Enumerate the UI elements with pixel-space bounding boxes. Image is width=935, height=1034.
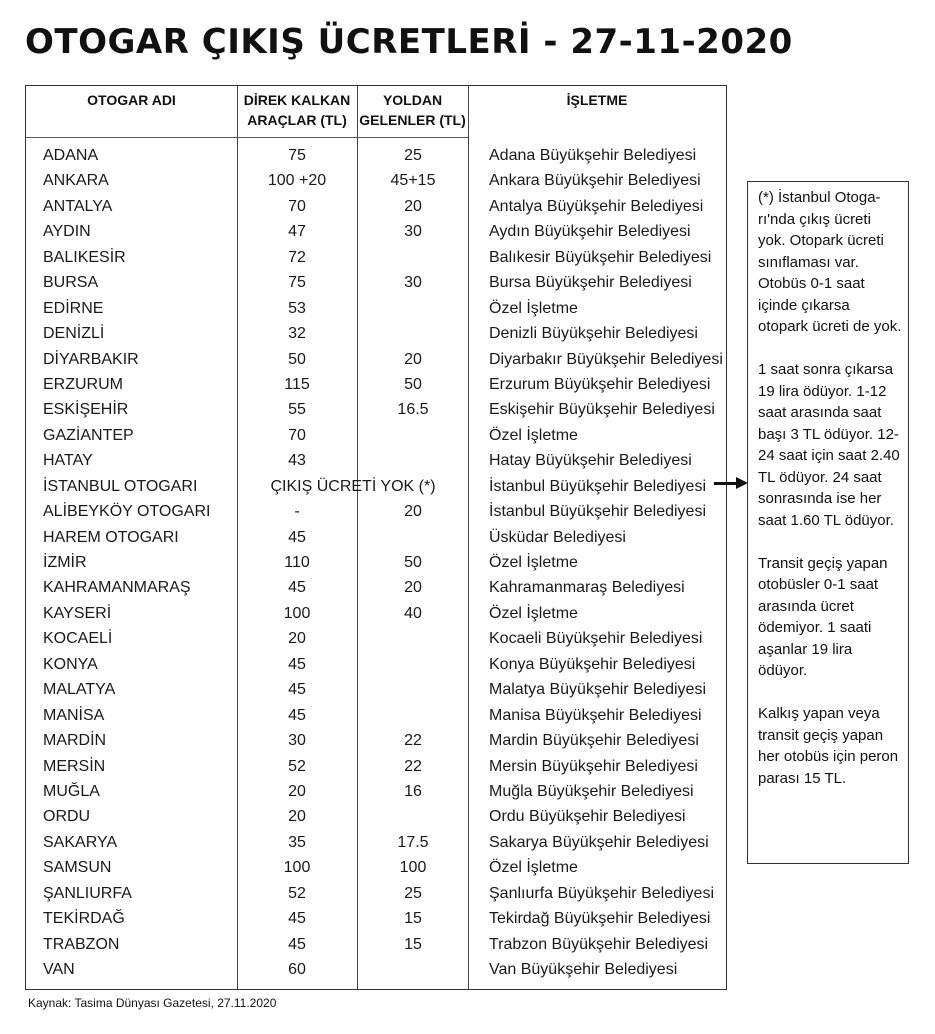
cell-direct-fee: 55 xyxy=(288,401,306,419)
header-direct: DİREK KALKAN ARAÇLAR (TL) xyxy=(243,92,351,128)
table-row xyxy=(26,931,726,956)
cell-direct-fee: 75 xyxy=(288,274,306,292)
table-row xyxy=(26,396,726,421)
cell-city: HAREM OTOGARI xyxy=(43,528,179,546)
page-title: OTOGAR ÇIKIŞ ÜCRETLERİ - 27-11-2020 xyxy=(25,22,793,62)
cell-operator: Trabzon Büyükşehir Belediyesi xyxy=(489,935,709,953)
cell-city: SAKARYA xyxy=(43,833,118,851)
table-row xyxy=(26,651,726,676)
table-row xyxy=(26,549,726,574)
note-paragraph: Transit geçiş yapan otobüsler 0-1 saat arasında ücret ödemiyor. 1 saati aşanlar 19 lira ödüyor. xyxy=(758,554,888,679)
cell-transit-fee: 25 xyxy=(404,884,422,902)
cell-operator: Sakarya Büyükşehir Belediyesi xyxy=(489,833,709,851)
cell-city: ERZURUM xyxy=(43,375,123,393)
table-row xyxy=(26,829,726,854)
table-row xyxy=(26,193,726,218)
cell-operator: Mardin Büyükşehir Belediyesi xyxy=(489,732,699,750)
cell-direct-fee: 100 +20 xyxy=(267,172,327,190)
table-row xyxy=(26,676,726,701)
table-body xyxy=(26,142,726,981)
cell-city: KONYA xyxy=(43,655,98,673)
cell-operator: Aydın Büyükşehir Belediyesi xyxy=(489,223,691,241)
table-row xyxy=(26,218,726,243)
cell-operator: Ankara Büyükşehir Belediyesi xyxy=(489,172,701,190)
table-row xyxy=(26,320,726,345)
cell-operator: Denizli Büyükşehir Belediyesi xyxy=(489,325,698,343)
cell-city: ESKİŞEHİR xyxy=(43,401,129,419)
table-row xyxy=(26,371,726,396)
cell-direct-fee: 50 xyxy=(288,350,306,368)
cell-transit-fee: 16 xyxy=(404,782,422,800)
table-row xyxy=(26,447,726,472)
table-row xyxy=(26,574,726,599)
cell-operator: Bursa Büyükşehir Belediyesi xyxy=(489,274,692,292)
cell-transit-fee: 50 xyxy=(404,554,422,571)
header-city: OTOGAR ADI xyxy=(87,92,176,108)
cell-direct-fee: 100 xyxy=(283,604,311,622)
cell-transit-fee: 20 xyxy=(404,579,422,597)
source-caption: Kaynak: Tasima Dünyası Gazetesi, 27.11.2020 xyxy=(28,996,277,1010)
cell-city: MALATYA xyxy=(43,681,116,699)
cell-direct-fee: 100 xyxy=(283,859,311,877)
cell-transit-fee: 100 xyxy=(399,859,427,877)
cell-direct-fee: 52 xyxy=(288,757,306,775)
table-row xyxy=(26,269,726,294)
header-transit: YOLDAN GELENLER (TL) xyxy=(359,92,466,128)
table-row xyxy=(26,854,726,879)
cell-direct-fee: 45 xyxy=(288,910,306,928)
cell-direct-fee: 45 xyxy=(288,528,306,546)
note-paragraph: Kalkış yapan veya transit geçiş yapan her otobüs için peron parası 15 TL. xyxy=(758,705,899,787)
cell-city: DİYARBAKIR xyxy=(43,350,139,368)
cell-city: ADANA xyxy=(43,147,99,164)
cell-operator: İstanbul Büyükşehir Belediyesi xyxy=(489,477,707,495)
cell-operator: Malatya Büyükşehir Belediyesi xyxy=(489,681,706,699)
cell-transit-fee: 20 xyxy=(404,350,422,368)
cell-transit-fee: 45+15 xyxy=(390,172,436,190)
cell-operator: Erzurum Büyükşehir Belediyesi xyxy=(489,375,711,393)
cell-operator: Manisa Büyükşehir Belediyesi xyxy=(489,706,702,724)
table-row xyxy=(26,625,726,650)
cell-city: ORDU xyxy=(43,808,91,826)
cell-transit-fee: 16.5 xyxy=(397,401,429,419)
table-row xyxy=(26,905,726,930)
cell-transit-fee: 50 xyxy=(404,375,422,393)
cell-transit-fee: 25 xyxy=(404,147,422,164)
cell-city: ANKARA xyxy=(43,172,109,190)
table-row xyxy=(26,524,726,549)
cell-direct-fee: 35 xyxy=(288,833,306,851)
cell-city: İZMİR xyxy=(43,554,87,571)
cell-operator: Hatay Büyükşehir Belediyesi xyxy=(489,452,692,470)
cell-direct-fee: 20 xyxy=(288,782,306,800)
cell-operator: Balıkesir Büyükşehir Belediyesi xyxy=(489,248,712,266)
cell-direct-fee: 45 xyxy=(288,681,306,699)
table-row xyxy=(26,167,726,192)
cell-direct-fee: 20 xyxy=(288,630,306,648)
cell-city: MANİSA xyxy=(43,706,105,724)
cell-operator: Özel İşletme xyxy=(489,299,578,317)
cell-direct-fee: 52 xyxy=(288,884,306,902)
table-row xyxy=(26,142,726,167)
table-row xyxy=(26,778,726,803)
cell-city: İSTANBUL OTOGARI xyxy=(43,477,198,495)
footnote-box xyxy=(747,181,909,864)
cell-transit-fee: 20 xyxy=(404,503,422,521)
cell-transit-fee: 15 xyxy=(404,935,422,953)
cell-transit-fee: 22 xyxy=(404,757,422,775)
cell-operator: Antalya Büyükşehir Belediyesi xyxy=(489,197,704,215)
cell-operator: Tekirdağ Büyükşehir Belediyesi xyxy=(489,910,711,928)
cell-direct-fee: 45 xyxy=(288,706,306,724)
table-row xyxy=(26,422,726,447)
cell-direct-fee: 60 xyxy=(288,961,306,978)
table-row xyxy=(26,727,726,752)
cell-transit-fee: 20 xyxy=(404,197,422,215)
cell-operator: Özel İşletme xyxy=(489,604,578,622)
cell-direct-fee: 32 xyxy=(288,325,306,343)
cell-transit-fee: 40 xyxy=(404,604,422,622)
cell-operator: Kocaeli Büyükşehir Belediyesi xyxy=(489,630,703,648)
cell-transit-fee: 15 xyxy=(404,910,422,928)
cell-city: EDİRNE xyxy=(43,299,104,317)
cell-city: KAHRAMANMARAŞ xyxy=(43,579,191,597)
cell-operator: Özel İşletme xyxy=(489,859,578,877)
cell-city: KAYSERİ xyxy=(43,604,112,622)
cell-direct-fee: 72 xyxy=(288,248,306,266)
cell-city: GAZİANTEP xyxy=(43,426,134,444)
table-row xyxy=(26,244,726,269)
table-row xyxy=(26,295,726,320)
cell-transit-fee: 30 xyxy=(404,223,422,241)
cell-no-fee: ÇIKIŞ ÜCRETİ YOK (*) xyxy=(270,477,436,495)
cell-operator: Kahramanmaraş Belediyesi xyxy=(489,579,685,597)
cell-operator: Eskişehir Büyükşehir Belediyesi xyxy=(489,401,715,419)
note-paragraph: 1 saat sonra çıkarsa 19 lira ödüyor. 1-12 saat arasında saat başı 3 TL ödüyor. 12-24 saat için saat 2.40 TL ödüyor. 24 saat sonrasında ise her saat 1.60 TL ödüyor. xyxy=(758,361,900,529)
cell-city: ŞANLIURFA xyxy=(43,884,132,902)
cell-city: BURSA xyxy=(43,274,99,292)
cell-direct-fee: 45 xyxy=(288,579,306,597)
cell-operator: Özel İşletme xyxy=(489,554,578,571)
cell-city: ALİBEYKÖY OTOGARI xyxy=(43,503,211,521)
table-row xyxy=(26,346,726,371)
cell-city: DENİZLİ xyxy=(43,325,105,343)
cell-operator: Ordu Büyükşehir Belediyesi xyxy=(489,808,686,826)
table-row xyxy=(26,498,726,523)
cell-operator: Van Büyükşehir Belediyesi xyxy=(489,961,678,978)
fees-table xyxy=(25,85,727,990)
cell-direct-fee: 45 xyxy=(288,655,306,673)
note-paragraph: (*) İstanbul Otoga-rı'nda çıkış ücreti yok. Otopark ücreti sınıflaması var. Otobüs 0-1 saat içinde çıkarsa otopark ücreti de yok. xyxy=(758,189,902,335)
cell-city: AYDIN xyxy=(43,223,91,241)
header-operator: İŞLETME xyxy=(566,92,628,108)
cell-transit-fee: 22 xyxy=(404,732,422,750)
cell-operator: İstanbul Büyükşehir Belediyesi xyxy=(489,503,707,521)
cell-transit-fee: 30 xyxy=(404,274,422,292)
cell-operator: Konya Büyükşehir Belediyesi xyxy=(489,655,696,673)
cell-city: MUĞLA xyxy=(43,782,100,800)
cell-direct-fee: - xyxy=(294,503,300,521)
cell-direct-fee: 110 xyxy=(284,554,310,571)
table-row xyxy=(26,473,726,498)
table-row xyxy=(26,600,726,625)
cell-operator: Özel İşletme xyxy=(489,426,578,444)
cell-direct-fee: 115 xyxy=(284,375,310,393)
cell-operator: Muğla Büyükşehir Belediyesi xyxy=(489,782,694,800)
cell-direct-fee: 47 xyxy=(288,223,306,241)
table-row xyxy=(26,803,726,828)
cell-direct-fee: 70 xyxy=(288,426,306,444)
cell-operator: Şanlıurfa Büyükşehir Belediyesi xyxy=(489,884,715,902)
cell-direct-fee: 43 xyxy=(288,452,306,470)
cell-transit-fee: 17.5 xyxy=(397,833,429,851)
cell-city: BALIKESİR xyxy=(43,248,126,266)
header-rule xyxy=(237,137,357,138)
cell-city: ANTALYA xyxy=(43,197,113,215)
cell-direct-fee: 20 xyxy=(288,808,306,826)
cell-city: TRABZON xyxy=(43,935,120,953)
table-row xyxy=(26,702,726,727)
cell-direct-fee: 70 xyxy=(288,197,306,215)
cell-operator: Üsküdar Belediyesi xyxy=(489,528,626,546)
cell-direct-fee: 30 xyxy=(288,732,306,750)
cell-city: MARDİN xyxy=(43,732,107,750)
cell-operator: Adana Büyükşehir Belediyesi xyxy=(489,147,697,164)
cell-city: HATAY xyxy=(43,452,93,470)
cell-city: KOCAELİ xyxy=(43,630,113,648)
cell-direct-fee: 75 xyxy=(288,147,306,164)
cell-direct-fee: 53 xyxy=(288,299,306,317)
table-row xyxy=(26,753,726,778)
table-row xyxy=(26,956,726,981)
cell-direct-fee: 45 xyxy=(288,935,306,953)
cell-city: VAN xyxy=(43,961,75,978)
header-rule xyxy=(357,137,468,138)
cell-city: SAMSUN xyxy=(43,859,112,877)
table-row xyxy=(26,880,726,905)
cell-operator: Mersin Büyükşehir Belediyesi xyxy=(489,757,698,775)
cell-city: MERSİN xyxy=(43,757,106,775)
cell-city: TEKİRDAĞ xyxy=(43,910,125,928)
cell-operator: Diyarbakır Büyükşehir Belediyesi xyxy=(489,350,723,368)
header-rule xyxy=(26,137,237,138)
